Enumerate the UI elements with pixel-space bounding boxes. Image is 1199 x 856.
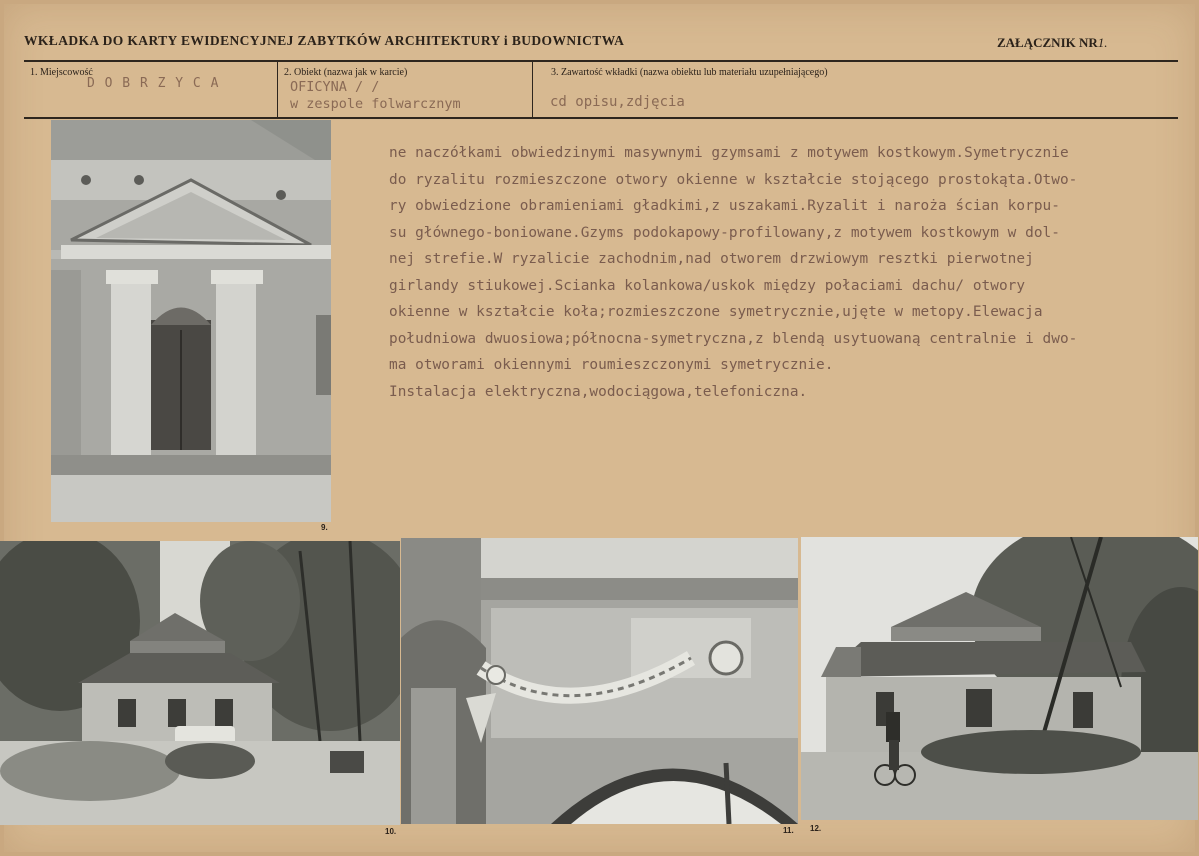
description-line: ne naczółkami obwiedzinymi masywnymi gzymsami z motywem kostkowym.Symetrycznie (389, 145, 1069, 161)
photo-number-11: 11. (783, 826, 794, 835)
description-text (389, 140, 1189, 405)
description-line: okienne w kształcie koła;rozmieszczone symetrycznie,ujęte w metopy.Elewacja (389, 304, 1043, 320)
contents-label: 3. Zawartość wkładki (nazwa obiektu lub materiału uzupełniającego) (551, 67, 828, 78)
photo-garland-detail (401, 538, 798, 824)
description-line: nej strefie.W ryzalicie zachodnim,nad otworem drzwiowym resztki pierwotnej (389, 251, 1034, 267)
description-line: girlandy stiukowej.Scianka kolankowa/uskok między połaciami dachu/ otwory (389, 277, 1026, 294)
location-value: D O B R Z Y C A (87, 76, 220, 91)
field-divider-1 (277, 62, 278, 117)
photo-building-trees (0, 541, 400, 825)
photo-portico (51, 120, 331, 522)
photo-number-9: 9. (321, 523, 328, 532)
annex-number (997, 35, 1108, 51)
card-title: WKŁADKA DO KARTY EWIDENCYJNEJ ZABYTKÓW ARCHITEKTURY i BUDOWNICTWA (24, 33, 625, 48)
description-line: do ryzalitu rozmieszczone otwory okienne w kształcie stojącego prostokąta.Otwo- (389, 171, 1078, 188)
annex-label: ZAŁĄCZNIK NR (997, 35, 1098, 50)
photo-number-12: 12. (810, 824, 822, 833)
header-rule-bottom (24, 117, 1178, 119)
annex-number-value: 1. (1097, 35, 1108, 50)
description-line: ry obwiedzione obramieniami gładkimi,z uszakami.Ryzalit i naroża ścian korpu- (389, 198, 1060, 214)
description-line: południowa dwuosiowa;północna-symetryczna,z blendą usytuowaną centralnie i dwo- (389, 330, 1078, 347)
description-line: Instalacja elektryczna,wodociągowa,telefoniczna. (389, 383, 808, 400)
header-rule-top (24, 60, 1178, 62)
description-line: ma otworami okiennymi roumieszczonymi symetrycznie. (389, 357, 834, 373)
object-value-line1: OFICYNA / / (290, 79, 380, 95)
photo-number-10: 10. (385, 827, 397, 836)
photo-cyclist (801, 537, 1198, 820)
object-label: 2. Obiekt (nazwa jak w karcie) (284, 67, 408, 78)
contents-value: cd opisu,zdjęcia (550, 94, 685, 110)
object-value-line2: w zespole folwarcznym (290, 96, 461, 112)
description-line: su głównego-boniowane.Gzyms podokapowy-profilowany,z motywem kostkowym w dol- (389, 224, 1060, 241)
location-label: 1. Miejscowość (30, 67, 93, 78)
field-divider-2 (532, 62, 533, 117)
